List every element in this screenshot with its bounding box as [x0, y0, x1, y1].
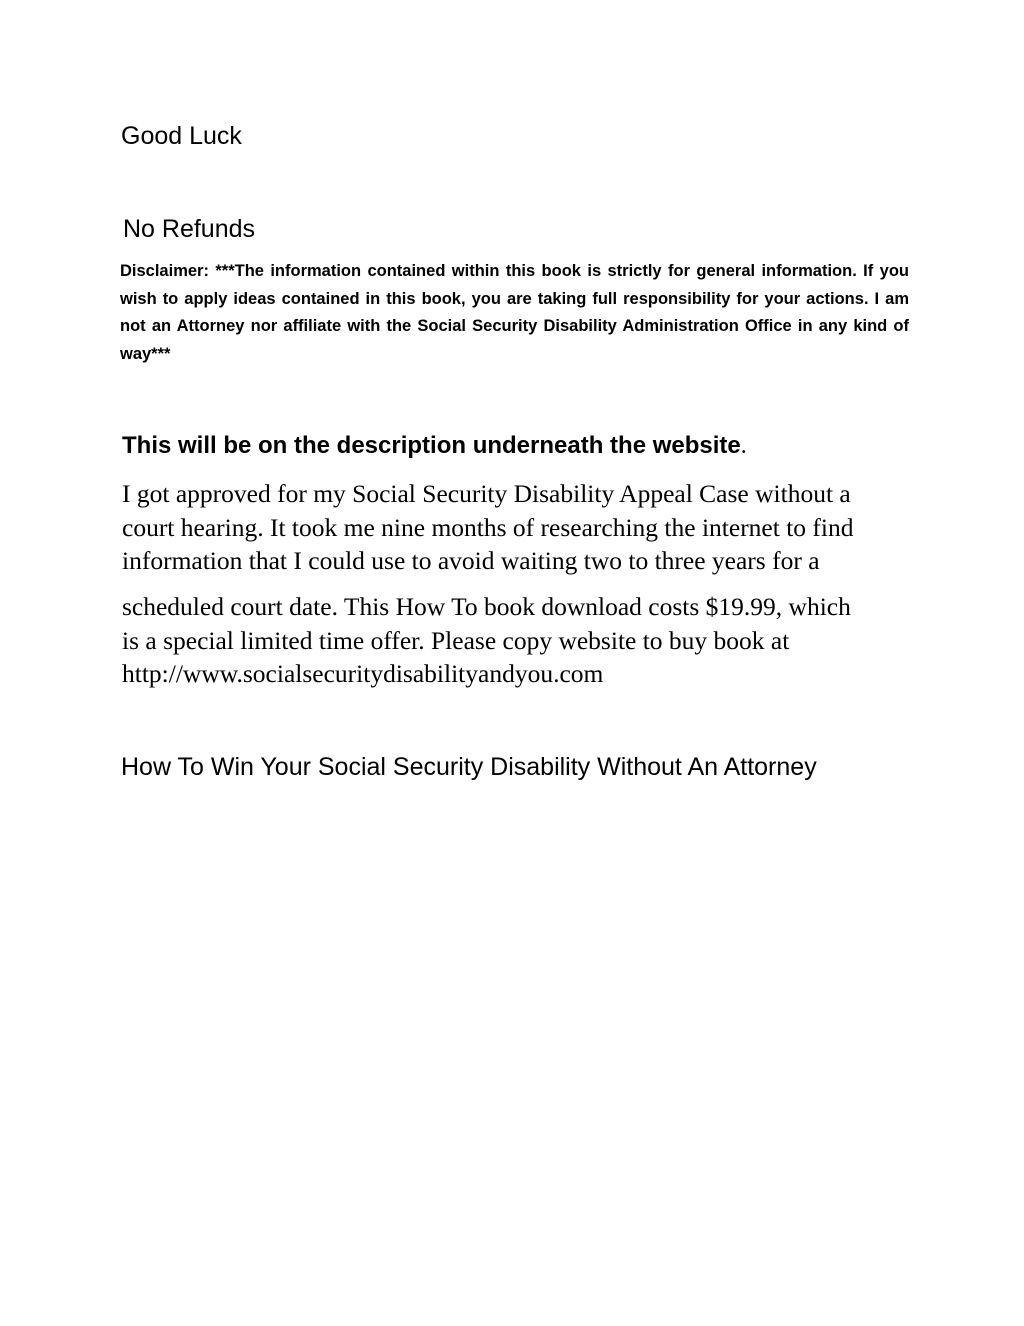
good-luck-text: Good Luck [121, 122, 242, 150]
no-refunds-text: No Refunds [123, 215, 256, 243]
paragraph-1-line-2: court hearing. It took me nine months of researching the internet to find [122, 512, 854, 542]
paragraph-1-line-3: information that I could use to avoid waiting two to three years for a [122, 546, 820, 575]
website-url-text: http://www.socialsecuritydisabilityandyou.com [122, 659, 604, 688]
description-heading [122, 432, 747, 460]
disclaimer-paragraph: Disclaimer: ***The information contained within this book is strictly for general information. If you wish to apply ideas contained in this book, you are taking full responsibility for your actions. I am not an Attorney nor affiliate with the Social Security Disability Administration Office in any kind of way*** [120, 262, 909, 363]
description-heading-period: . [740, 433, 747, 459]
paragraph-2-line-2: is a special limited time offer. Please copy website to buy book at [122, 625, 790, 655]
description-paragraph-1 [122, 477, 922, 578]
paragraph-1-line-1: I got approved for my Social Security Disability Appeal Case without a [122, 479, 851, 508]
paragraph-2-line-1: scheduled court date. This How To book download costs $19.99, which [122, 592, 851, 621]
description-paragraph-2 [122, 590, 922, 691]
description-heading-text: This will be on the description underneath the website [122, 432, 741, 459]
book-title-text: How To Win Your Social Security Disability Without An Attorney [121, 753, 817, 781]
